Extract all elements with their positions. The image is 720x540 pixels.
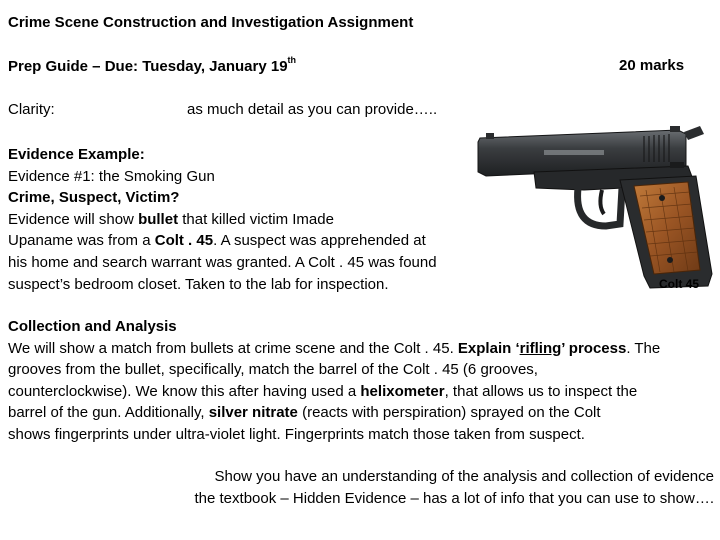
- prep-guide-due-date: [8, 57, 296, 75]
- colt-keyword: Colt . 45: [154, 232, 214, 250]
- prep-guide-text: Prep Guide – Due: Tuesday, January 19: [8, 58, 288, 75]
- evidence-question: Crime, Suspect, Victim?: [8, 189, 180, 207]
- footer-line: the textbook – Hidden Evidence – has a lot of info that you can use to show….: [194, 490, 714, 507]
- rifling-keyword: rifling: [519, 339, 562, 357]
- collection-heading: Collection and Analysis: [8, 318, 177, 335]
- evidence-line: [8, 230, 437, 252]
- evidence-text: Evidence will show: [8, 210, 139, 228]
- evidence-text: that killed victim Imade: [178, 210, 334, 228]
- footer-note: [8, 466, 714, 510]
- collection-line: [8, 402, 714, 424]
- collection-line: shows fingerprints under ultra-violet light. Fingerprints match those taken from suspect.: [8, 425, 585, 443]
- helixometer-keyword: helixometer: [360, 382, 445, 400]
- clarity-label: Clarity:: [8, 101, 55, 118]
- evidence-line: his home and search warrant was granted. A Colt . 45 was found: [8, 253, 437, 271]
- collection-text: (reacts with perspiration) sprayed on the Colt: [297, 404, 601, 422]
- collection-line: [8, 381, 714, 403]
- evidence-text: Upaname was from a: [8, 232, 155, 250]
- collection-line: grooves from the bullet, specifically, match the barrel of the Colt . 45 (6 grooves,: [8, 361, 538, 379]
- date-ordinal-suffix: th: [287, 55, 297, 65]
- footer-line: Show you have an understanding of the analysis and collection of evidence: [214, 468, 714, 485]
- image-caption: Colt 45: [659, 277, 700, 291]
- colt-45-pistol-image: [474, 122, 714, 290]
- clarity-description: as much detail as you can provide…..: [187, 101, 438, 118]
- evidence-heading: Evidence Example:: [8, 146, 145, 163]
- collection-text: We will show a match from bullets at crime scene and the Colt . 45.: [8, 339, 458, 357]
- evidence-text: . A suspect was apprehended at: [213, 232, 426, 250]
- bullet-keyword: bullet: [138, 210, 179, 228]
- document-title: Crime Scene Construction and Investigation Assignment: [8, 14, 414, 31]
- collection-text: . The: [626, 339, 661, 357]
- silver-nitrate-keyword: silver nitrate: [208, 404, 298, 422]
- explain-rifling-prompt: [458, 340, 626, 357]
- evidence-line: [8, 209, 437, 231]
- process-text: ’ process: [561, 339, 627, 357]
- explain-text: Explain ‘: [457, 339, 520, 357]
- collection-text: , that allows us to inspect the: [444, 382, 638, 400]
- evidence-section: [8, 144, 437, 295]
- evidence-line: suspect’s bedroom closet. Taken to the lab for inspection.: [8, 275, 389, 293]
- collection-line: [8, 338, 714, 360]
- marks-total: 20 marks: [619, 57, 685, 74]
- evidence-item: Evidence #1: the Smoking Gun: [8, 167, 215, 185]
- collection-text: barrel of the gun. Additionally,: [8, 404, 209, 422]
- collection-text: counterclockwise). We know this after having used a: [8, 382, 361, 400]
- collection-analysis-section: [8, 316, 714, 446]
